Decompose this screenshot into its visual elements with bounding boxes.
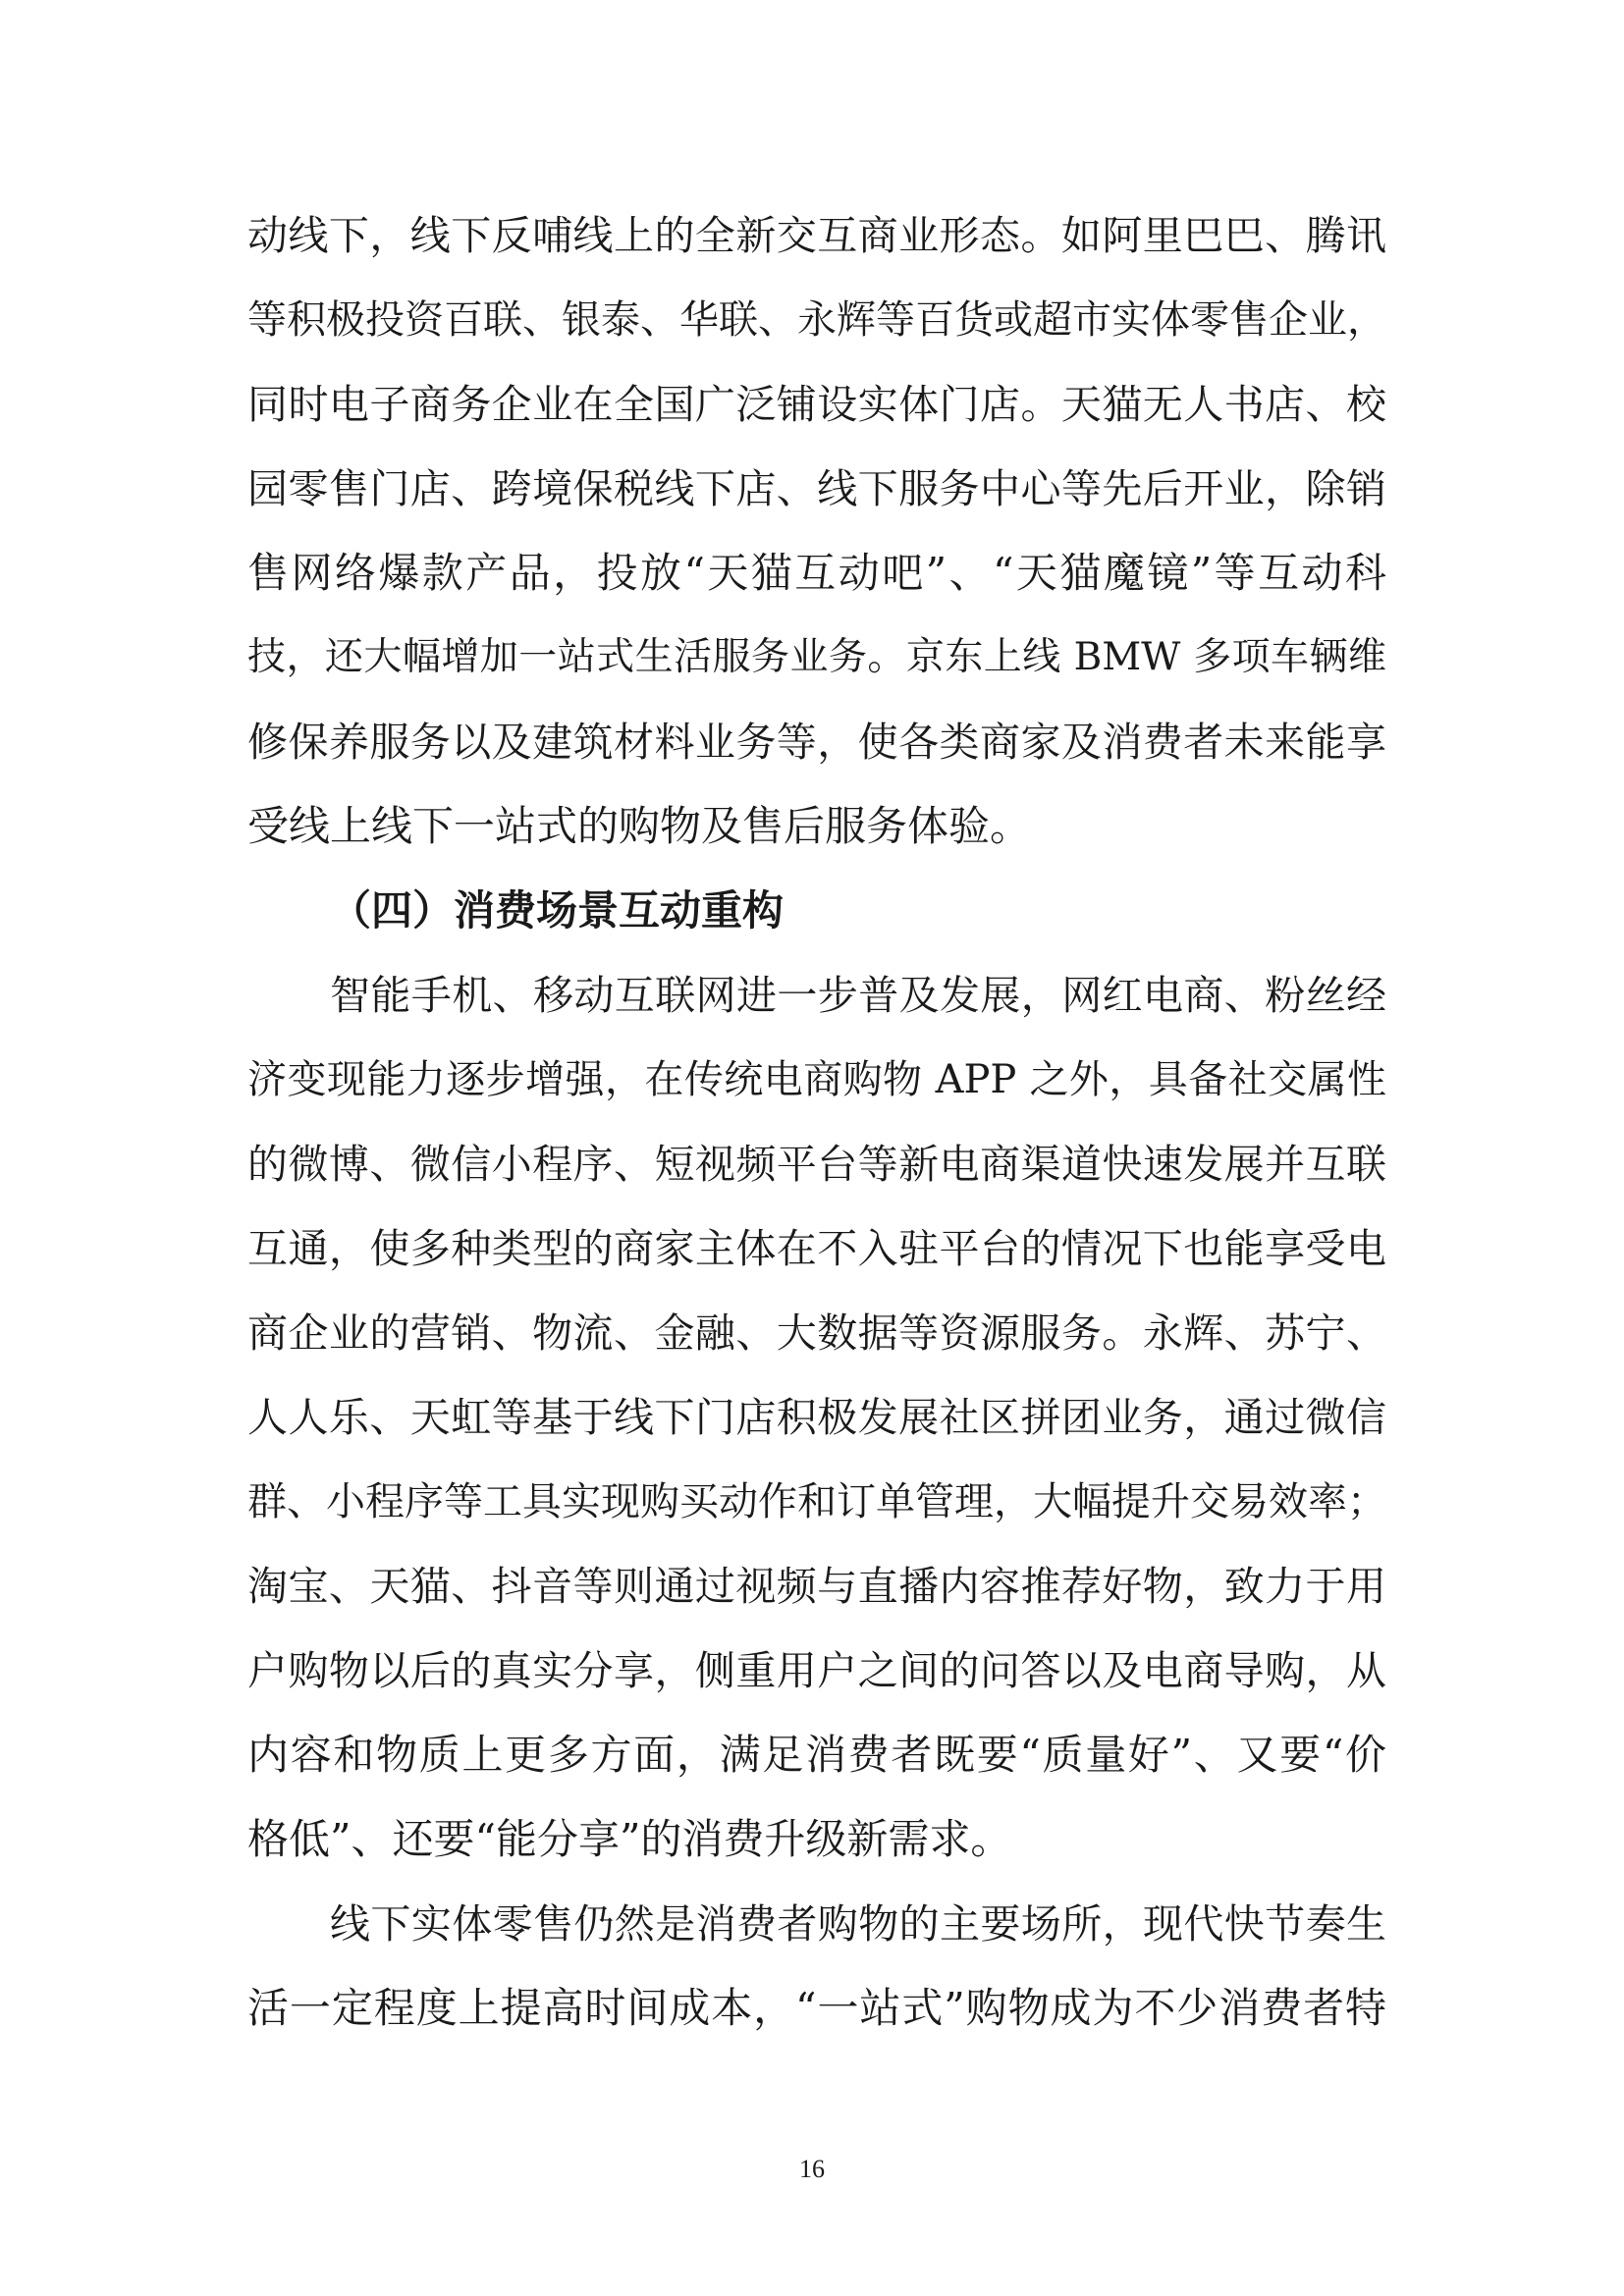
text-line-indented: 线下实体零售仍然是消费者购物的主要场所，现代快节奏生 — [330, 1900, 1386, 1948]
text-line: 商企业的营销、物流、金融、大数据等资源服务。永辉、苏宁、 — [247, 1309, 1386, 1357]
text-line: 互通，使多种类型的商家主体在不入驻平台的情况下也能享受电 — [247, 1225, 1386, 1272]
text-line: 修保养服务以及建筑材料业务等，使各类商家及消费者未来能享 — [247, 719, 1386, 766]
text-line: 活一定程度上提高时间成本，“一站式”购物成为不少消费者特 — [247, 1984, 1386, 2032]
text-line: 户购物以后的真实分享，侧重用户之间的问答以及电商导购，从 — [247, 1647, 1386, 1694]
text-line-indented: 智能手机、移动互联网进一步普及发展，网红电商、粉丝经 — [330, 972, 1386, 1019]
text-line: 格低”、还要“能分享”的消费升级新需求。 — [247, 1815, 1012, 1863]
text-line: 园零售门店、跨境保税线下店、线下服务中心等先后开业，除销 — [247, 465, 1386, 512]
text-line: 淘宝、天猫、抖音等则通过视频与直播内容推荐好物，致力于用 — [247, 1563, 1386, 1610]
text-line: 人人乐、天虹等基于线下门店积极发展社区拼团业务，通过微信 — [247, 1394, 1386, 1441]
text-line: 动线下，线下反哺线上的全新交互商业形态。如阿里巴巴、腾讯 — [247, 212, 1386, 259]
text-line: 同时电子商务企业在全国广泛铺设实体门店。天猫无人书店、校 — [247, 381, 1386, 428]
text-line: 售网络爆款产品，投放“天猫互动吧”、“天猫魔镜”等互动科 — [247, 549, 1386, 597]
text-line: 群、小程序等工具实现购买动作和订单管理，大幅提升交易效率； — [247, 1479, 1386, 1524]
text-line: 济变现能力逐步增强，在传统电商购物 APP 之外，具备社交属性 — [247, 1057, 1386, 1102]
text-line: 内容和物质上更多方面，满足消费者既要“质量好”、又要“价 — [247, 1731, 1386, 1779]
text-line: 的微博、微信小程序、短视频平台等新电商渠道快速发展并互联 — [247, 1141, 1386, 1188]
text-line: 技，还大幅增加一站式生活服务业务。京东上线 BMW 多项车辆维 — [247, 635, 1386, 679]
section-heading: （四）消费场景互动重构 — [330, 886, 785, 934]
text-line: 等积极投资百联、银泰、华联、永辉等百货或超市实体零售企业， — [247, 297, 1386, 343]
text-line: 受线上线下一站式的购物及售后服务体验。 — [247, 802, 1032, 850]
page-number: 16 — [799, 2155, 825, 2183]
